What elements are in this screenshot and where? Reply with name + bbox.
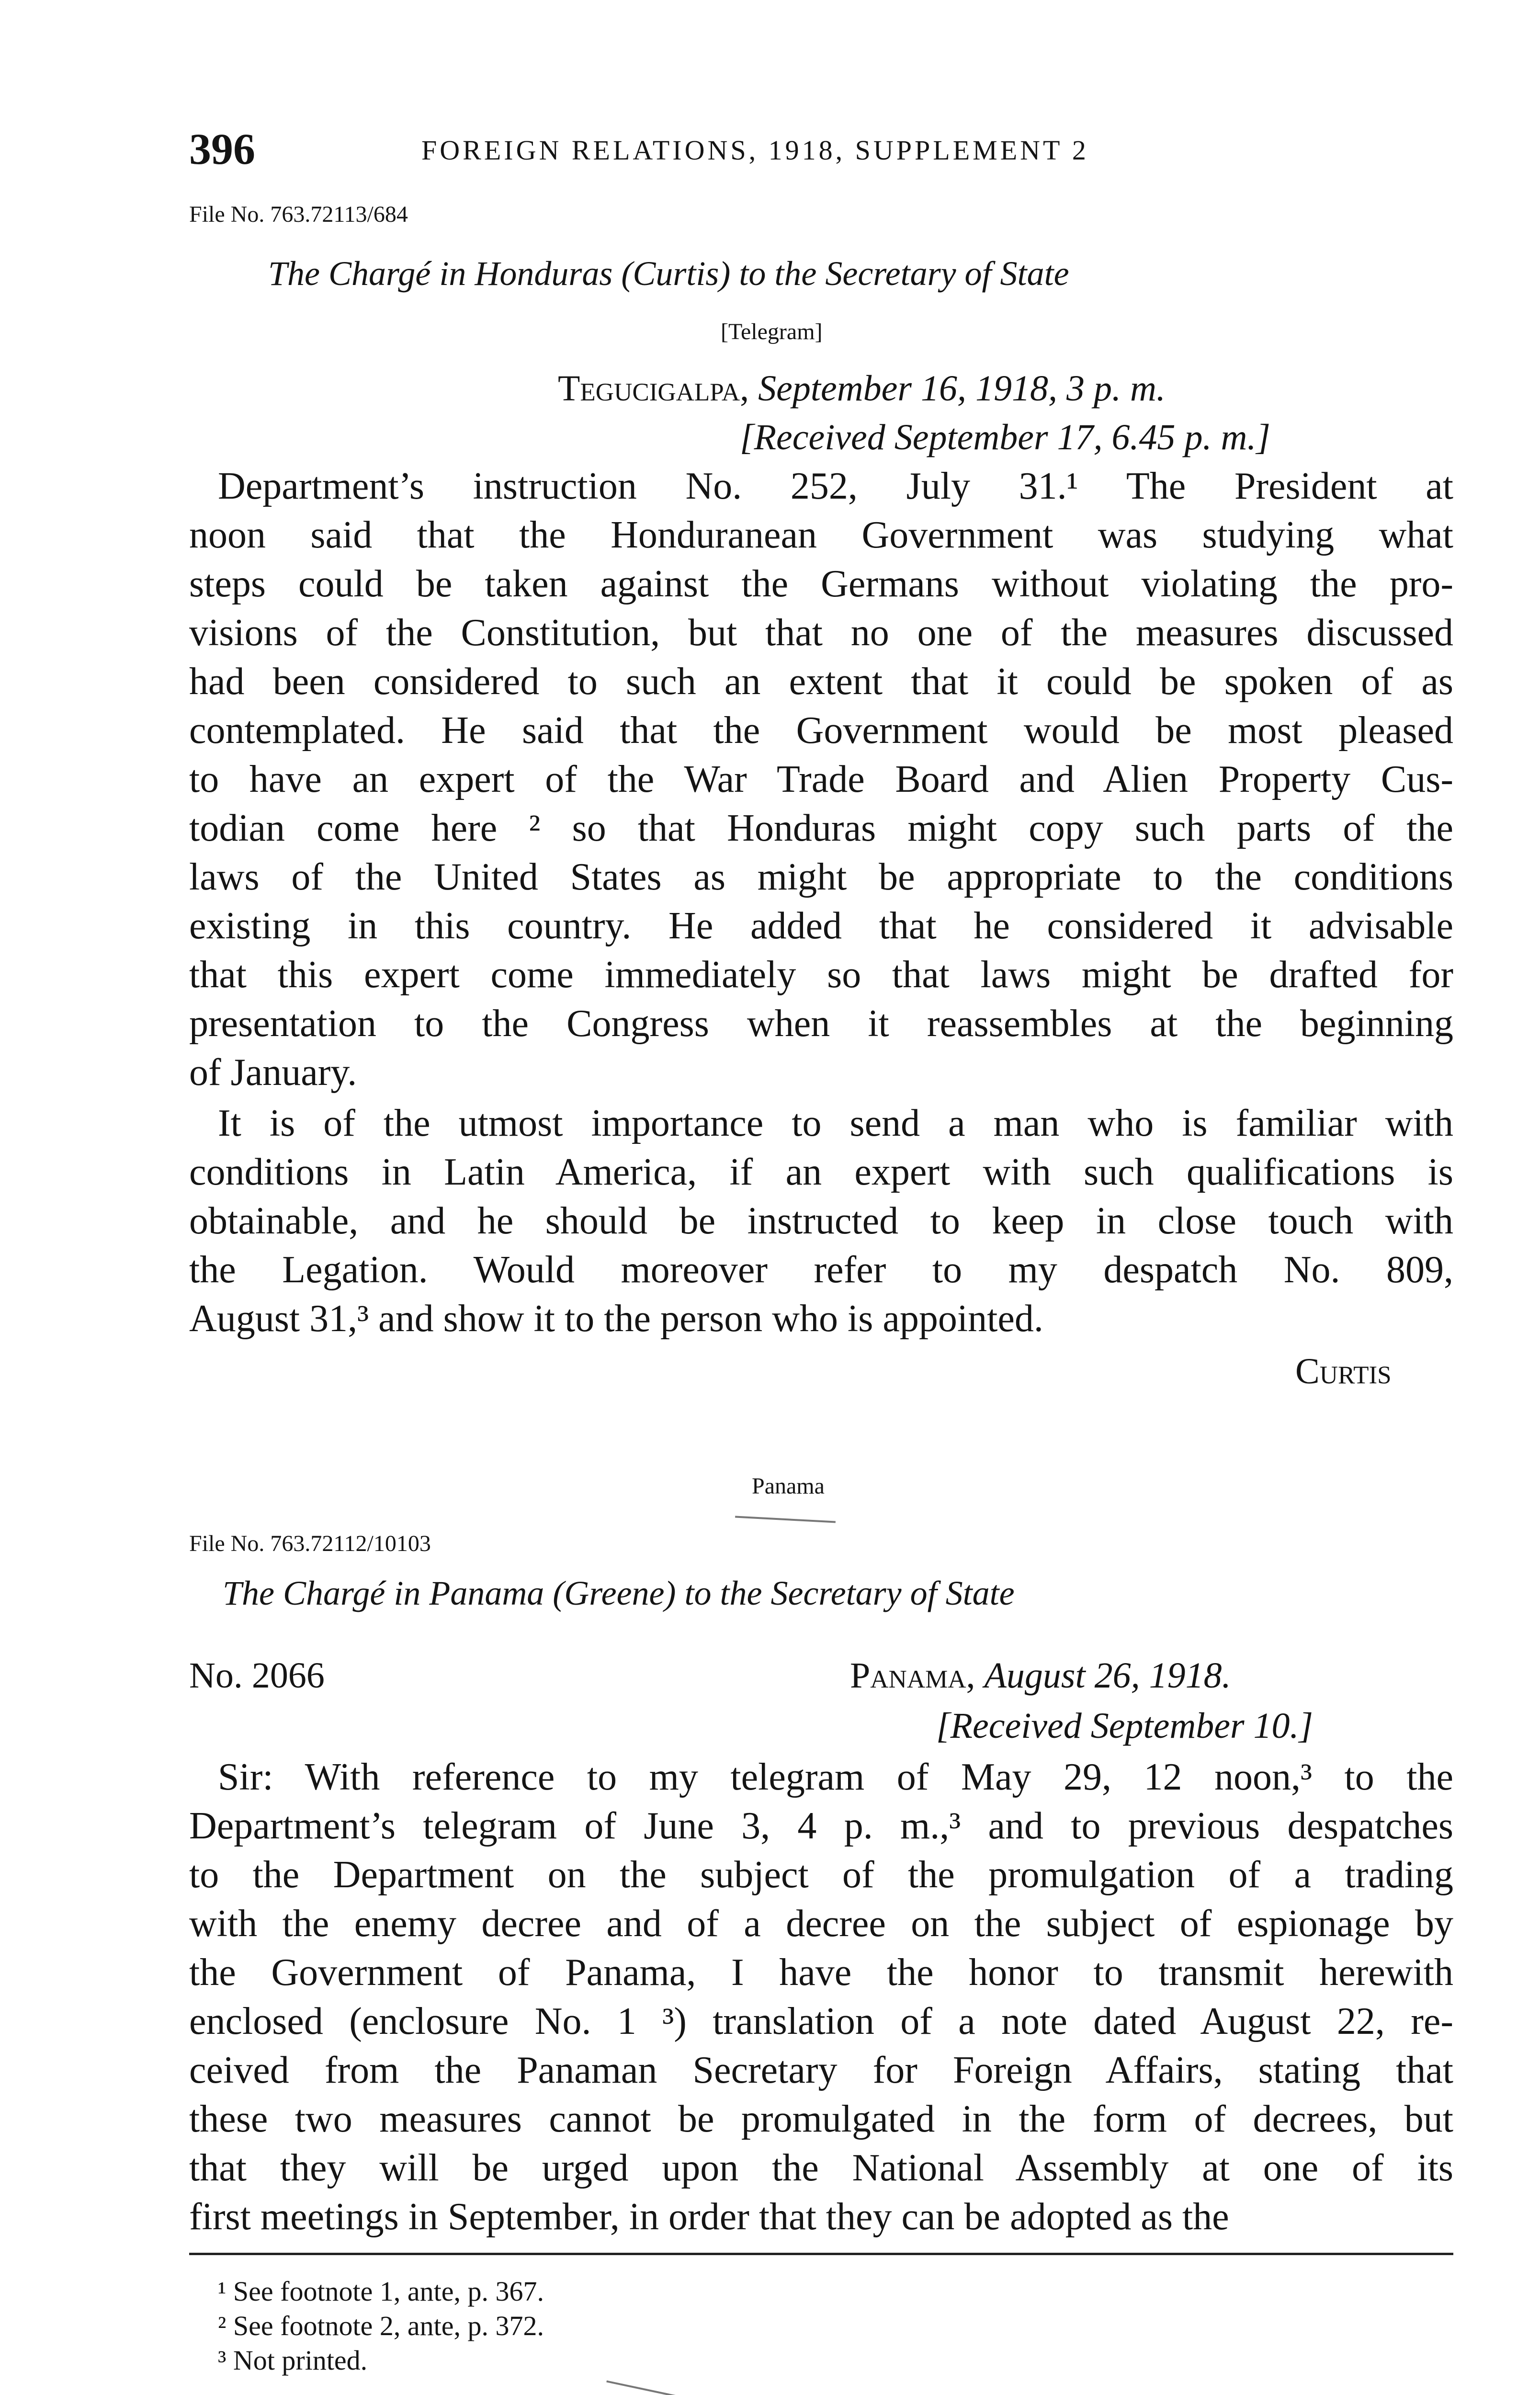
dateline-date: September 16, 1918, 3 p. m. bbox=[758, 368, 1166, 409]
text-line: Sir: With reference to my telegram of May 29, 12 noon,³ to the bbox=[218, 1756, 1453, 1798]
text-line: with the enemy decree and of a decree on the subject of espionage by bbox=[189, 1903, 1453, 1945]
dateline-date: August 26, 1918. bbox=[984, 1655, 1231, 1696]
text-line: ceived from the Panaman Secretary for Foreign Affairs, stating that bbox=[189, 2049, 1453, 2091]
text-line: todian come here ² so that Honduras might copy such parts of the bbox=[189, 807, 1453, 849]
text-line: visions of the Constitution, but that no one of the measures discussed bbox=[189, 612, 1453, 654]
text-line: Department’s telegram of June 3, 4 p. m.,³ and to previous despatches bbox=[189, 1805, 1453, 1847]
text-line: Department’s instruction No. 252, July 31.¹ The President at bbox=[218, 465, 1453, 507]
stray-mark bbox=[735, 1516, 836, 1523]
received-line: [Received September 10.] bbox=[936, 1706, 1314, 1746]
document-number: No. 2066 bbox=[189, 1655, 325, 1696]
text-line: to have an expert of the War Trade Board and Alien Property Cus- bbox=[189, 758, 1453, 800]
footnote-rule bbox=[189, 2253, 1453, 2255]
signature: Curtis bbox=[1295, 1351, 1392, 1391]
file-number: File No. 763.72112/10103 bbox=[189, 1531, 431, 1556]
text-line: contemplated. He said that the Government would be most pleased bbox=[189, 709, 1453, 752]
dateline bbox=[850, 1655, 1231, 1697]
text-line: conditions in Latin America, if an expert with such qualifications is bbox=[189, 1151, 1453, 1193]
section-title: Panama bbox=[752, 1473, 825, 1499]
text-line: that this expert come immediately so that laws might be drafted for bbox=[189, 954, 1453, 996]
footnote: ² See footnote 2, ante, p. 372. bbox=[218, 2310, 544, 2341]
text-line: noon said that the Honduranean Government was studying what bbox=[189, 514, 1453, 556]
document-heading: The Chargé in Panama (Greene) to the Secretary of State bbox=[223, 1574, 1015, 1612]
text-line: August 31,³ and show it to the person who is appointed. bbox=[189, 1298, 1043, 1340]
text-line: to the Department on the subject of the promulgation of a trading bbox=[189, 1854, 1453, 1896]
received-line: [Received September 17, 6.45 p. m.] bbox=[740, 417, 1271, 457]
page-number: 396 bbox=[189, 125, 255, 173]
text-line: presentation to the Congress when it reassembles at the beginning bbox=[189, 1003, 1453, 1045]
stray-mark bbox=[606, 2380, 677, 2395]
text-line: of January. bbox=[189, 1051, 357, 1094]
text-line: enclosed (enclosure No. 1 ³) translation of a note dated August 22, re- bbox=[189, 2000, 1453, 2042]
footnote: ¹ See footnote 1, ante, p. 367. bbox=[218, 2276, 544, 2307]
text-line: had been considered to such an extent that it could be spoken of as bbox=[189, 661, 1453, 703]
text-line: It is of the utmost importance to send a man who is familiar with bbox=[218, 1102, 1453, 1144]
text-line: existing in this country. He added that he considered it advisable bbox=[189, 905, 1453, 947]
text-line: the Legation. Would moreover refer to my despatch No. 809, bbox=[189, 1249, 1453, 1291]
running-title: FOREIGN RELATIONS, 1918, SUPPLEMENT 2 bbox=[421, 135, 1089, 166]
text-line: first meetings in September, in order that they can be adopted as the bbox=[189, 2196, 1229, 2238]
text-line: obtainable, and he should be instructed to keep in close touch with bbox=[189, 1200, 1453, 1242]
dateline bbox=[558, 368, 1166, 410]
document-type: [Telegram] bbox=[721, 319, 823, 344]
text-line: laws of the United States as might be appropriate to the conditions bbox=[189, 856, 1453, 898]
text-line: steps could be taken against the Germans without violating the pro- bbox=[189, 563, 1453, 605]
text-line: the Government of Panama, I have the honor to transmit herewith bbox=[189, 1951, 1453, 1994]
document-heading: The Chargé in Honduras (Curtis) to the Secretary of State bbox=[268, 254, 1069, 293]
footnote: ³ Not printed. bbox=[218, 2345, 368, 2376]
text-line: that they will be urged upon the National Assembly at one of its bbox=[189, 2147, 1453, 2189]
file-number: File No. 763.72113/684 bbox=[189, 202, 408, 227]
text-line: these two measures cannot be promulgated in the form of decrees, but bbox=[189, 2098, 1453, 2140]
dateline-place: Tegucigalpa, bbox=[558, 368, 749, 409]
dateline-place: Panama, bbox=[850, 1655, 975, 1696]
